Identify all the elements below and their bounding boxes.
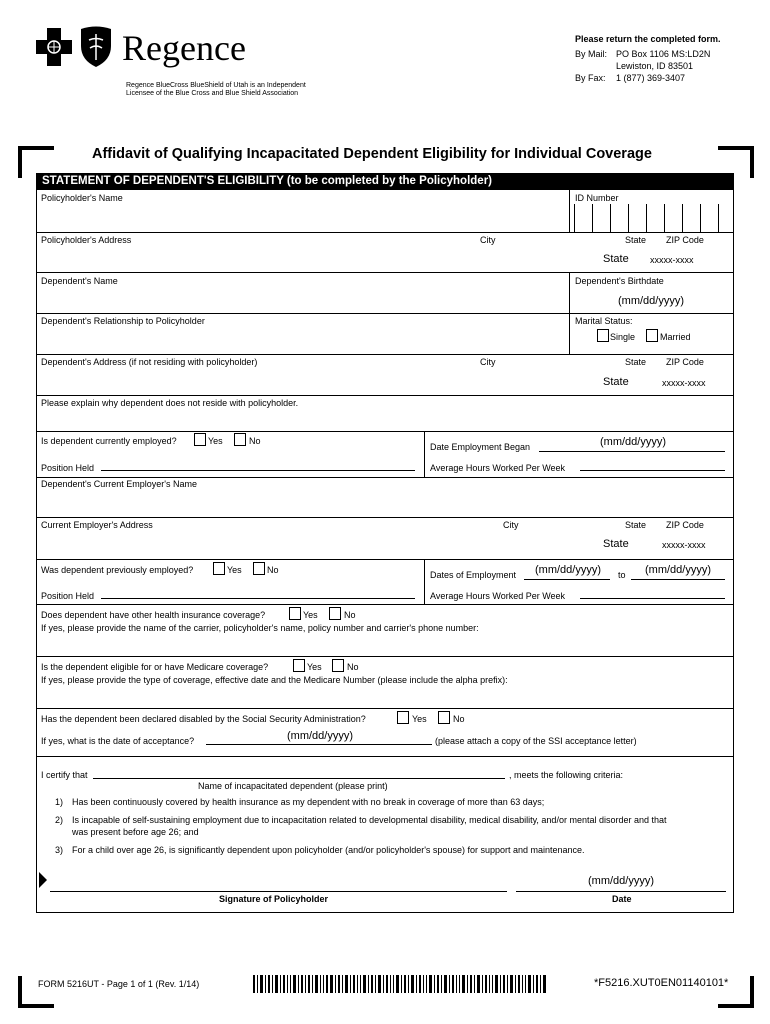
form-id: FORM 5216UT - Page 1 of 1 (Rev. 1/14) <box>38 979 200 989</box>
employment-end-field[interactable]: (mm/dd/yyyy) <box>645 564 711 576</box>
acceptance-date-label: If yes, what is the date of acceptance? <box>41 736 195 746</box>
signature-label: Signature of Policyholder <box>219 894 329 904</box>
policyholder-name-field[interactable] <box>38 206 568 230</box>
employed-no-checkbox[interactable] <box>234 433 246 446</box>
explain-label: Please explain why dependent does not reside with policyholder. <box>41 398 299 408</box>
criteria-2-text: Is incapable of self-sustaining employment due to incapacitation related to developmental disability, medical disability, and/or mental disorder and that <box>72 815 667 825</box>
dependent-address-label: Dependent's Address (if not residing with policyholder) <box>41 357 258 367</box>
dependent-zip-field[interactable]: xxxxx-xxxx <box>662 378 706 388</box>
dependent-zip-label: ZIP Code <box>666 357 704 367</box>
dependent-birthdate-field[interactable]: (mm/dd/yyyy) <box>618 295 684 307</box>
policyholder-name-label: Policyholder's Name <box>41 193 123 203</box>
medicare-no-checkbox[interactable] <box>332 659 344 672</box>
mail-line-2: Lewiston, ID 83501 <box>616 61 694 71</box>
dependent-birthdate-label: Dependent's Birthdate <box>575 276 664 286</box>
employer-city-label: City <box>503 520 519 530</box>
signature-date-label: Date <box>612 894 632 904</box>
policyholder-zip-label: ZIP Code <box>666 235 704 245</box>
employer-state-label: State <box>625 520 647 530</box>
single-label: Single <box>610 332 636 342</box>
employed-no-label: No <box>249 436 261 446</box>
policyholder-address-label: Policyholder's Address <box>41 235 132 245</box>
employer-address-field[interactable] <box>38 533 488 555</box>
dependent-city-label: City <box>480 357 496 367</box>
employer-zip-label: ZIP Code <box>666 520 704 530</box>
criteria-3-num: 3) <box>55 845 64 855</box>
dependent-state-label: State <box>625 357 647 367</box>
signature-date-field[interactable]: (mm/dd/yyyy) <box>588 875 654 887</box>
criteria-2-text-cont: was present before age 26; and <box>72 827 199 837</box>
employer-state-field[interactable]: State <box>603 538 629 550</box>
fax-value: 1 (877) 369-3407 <box>616 73 686 83</box>
prev-employed-no-label: No <box>267 565 279 575</box>
signature-field[interactable] <box>50 891 507 892</box>
employed-yes-label: Yes <box>208 436 223 446</box>
dependent-name-label: Dependent's Name <box>41 276 118 286</box>
single-checkbox[interactable] <box>597 329 609 342</box>
form-title: Affidavit of Qualifying Incapacitated Dependent Eligibility for Individual Coverage <box>92 146 652 162</box>
acceptance-date-field[interactable]: (mm/dd/yyyy) <box>287 730 353 742</box>
explain-field[interactable] <box>38 410 732 430</box>
other-insurance-yes-label: Yes <box>303 610 318 620</box>
criteria-1-text: Has been continuously covered by health insurance as my dependent with no break in coverage of more than 63 days; <box>72 797 545 807</box>
policyholder-address-field[interactable] <box>38 248 468 270</box>
ssa-yes-label: Yes <box>412 714 427 724</box>
prev-position-held-label: Position Held <box>41 591 95 601</box>
blue-cross-icon <box>34 26 74 68</box>
previously-employed-label: Was dependent previously employed? <box>41 565 194 575</box>
dependent-name-field[interactable] <box>38 288 568 312</box>
other-insurance-label: Does dependent have other health insurance coverage? <box>41 610 266 620</box>
prev-avg-hours-field[interactable] <box>580 598 725 599</box>
certify-label: I certify that <box>41 770 88 780</box>
medicare-note: If yes, please provide the type of coverage, effective date and the Medicare Number (please include the alpha prefix): <box>41 675 508 685</box>
medicare-yes-label: Yes <box>307 662 322 672</box>
mail-line-1: PO Box 1106 MS:LD2N <box>616 49 711 59</box>
license-line-2: Licensee of the Blue Cross and Blue Shield Association <box>126 90 298 97</box>
employer-zip-field[interactable]: xxxxx-xxxx <box>662 540 706 550</box>
marital-status-label: Marital Status: <box>575 316 633 326</box>
dependent-address-field[interactable] <box>38 370 468 392</box>
position-held-field[interactable] <box>101 470 415 471</box>
brand-name: Regence <box>122 28 246 68</box>
medicare-no-label: No <box>347 662 359 672</box>
position-held-label: Position Held <box>41 463 95 473</box>
signature-arrow-icon <box>39 872 47 888</box>
fax-label: By Fax: <box>575 73 606 83</box>
married-checkbox[interactable] <box>646 329 658 342</box>
other-insurance-field[interactable] <box>38 636 732 654</box>
married-label: Married <box>660 332 691 342</box>
attach-ssi-label: (please attach a copy of the SSI acceptance letter) <box>435 736 637 746</box>
barcode-icon <box>253 975 547 993</box>
ssa-disabled-label: Has the dependent been declared disabled by the Social Security Administration? <box>41 714 366 724</box>
other-insurance-no-checkbox[interactable] <box>329 607 341 620</box>
policyholder-city-label: City <box>480 235 496 245</box>
incapacitated-dependent-name-field[interactable] <box>93 778 505 779</box>
id-number-label: ID Number <box>575 193 619 203</box>
prev-employed-yes-checkbox[interactable] <box>213 562 225 575</box>
employment-start-field[interactable]: (mm/dd/yyyy) <box>535 564 601 576</box>
medicare-yes-checkbox[interactable] <box>293 659 305 672</box>
mail-label: By Mail: <box>575 49 608 59</box>
policyholder-zip-field[interactable]: xxxxx-xxxx <box>650 255 694 265</box>
prev-position-held-field[interactable] <box>101 598 415 599</box>
relationship-label: Dependent's Relationship to Policyholder <box>41 316 205 326</box>
other-insurance-note: If yes, please provide the name of the carrier, policyholder's name, policy number and carrier's phone number: <box>41 623 479 633</box>
ssa-no-label: No <box>453 714 465 724</box>
date-employment-began-field[interactable]: (mm/dd/yyyy) <box>600 436 666 448</box>
other-insurance-no-label: No <box>344 610 356 620</box>
license-line-1: Regence BlueCross BlueShield of Utah is an Independent <box>126 82 306 89</box>
to-label: to <box>618 570 626 580</box>
date-employment-began-label: Date Employment Began <box>430 442 531 452</box>
policyholder-state-field[interactable]: State <box>603 253 629 265</box>
prev-avg-hours-label: Average Hours Worked Per Week <box>430 591 566 601</box>
criteria-3-text: For a child over age 26, is significantly dependent upon policyholder (and/or policyholder's spouse) for support and maintenance. <box>72 845 585 855</box>
dates-of-employment-label: Dates of Employment <box>430 570 517 580</box>
relationship-field[interactable] <box>38 328 568 352</box>
employer-name-label: Dependent's Current Employer's Name <box>41 479 198 489</box>
barcode-text: *F5216.XUT0EN01140101* <box>594 977 729 989</box>
medicare-field[interactable] <box>38 688 732 706</box>
criteria-1-num: 1) <box>55 797 64 807</box>
dependent-state-field[interactable]: State <box>603 376 629 388</box>
criteria-2-num: 2) <box>55 815 64 825</box>
section-header-bar <box>36 173 734 190</box>
logo <box>34 26 304 106</box>
medicare-label: Is the dependent eligible for or have Medicare coverage? <box>41 662 269 672</box>
currently-employed-label: Is dependent currently employed? <box>41 436 177 446</box>
return-title: Please return the completed form. <box>575 34 721 44</box>
section-header: STATEMENT OF DEPENDENT'S ELIGIBILITY (to be completed by the Policyholder) <box>42 175 492 187</box>
prev-employed-yes-label: Yes <box>227 565 242 575</box>
avg-hours-label: Average Hours Worked Per Week <box>430 463 566 473</box>
avg-hours-field[interactable] <box>580 470 725 471</box>
employed-yes-checkbox[interactable] <box>194 433 206 446</box>
id-number-field[interactable] <box>570 204 734 232</box>
name-incapacitated-caption: Name of incapacitated dependent (please print) <box>198 781 388 791</box>
prev-employed-no-checkbox[interactable] <box>253 562 265 575</box>
employer-address-label: Current Employer's Address <box>41 520 153 530</box>
ssa-no-checkbox[interactable] <box>438 711 450 724</box>
blue-shield-icon <box>78 26 114 68</box>
other-insurance-yes-checkbox[interactable] <box>289 607 301 620</box>
employer-name-field[interactable] <box>38 492 732 516</box>
ssa-yes-checkbox[interactable] <box>397 711 409 724</box>
policyholder-state-label: State <box>625 235 647 245</box>
meets-criteria-label: , meets the following criteria: <box>509 770 624 780</box>
